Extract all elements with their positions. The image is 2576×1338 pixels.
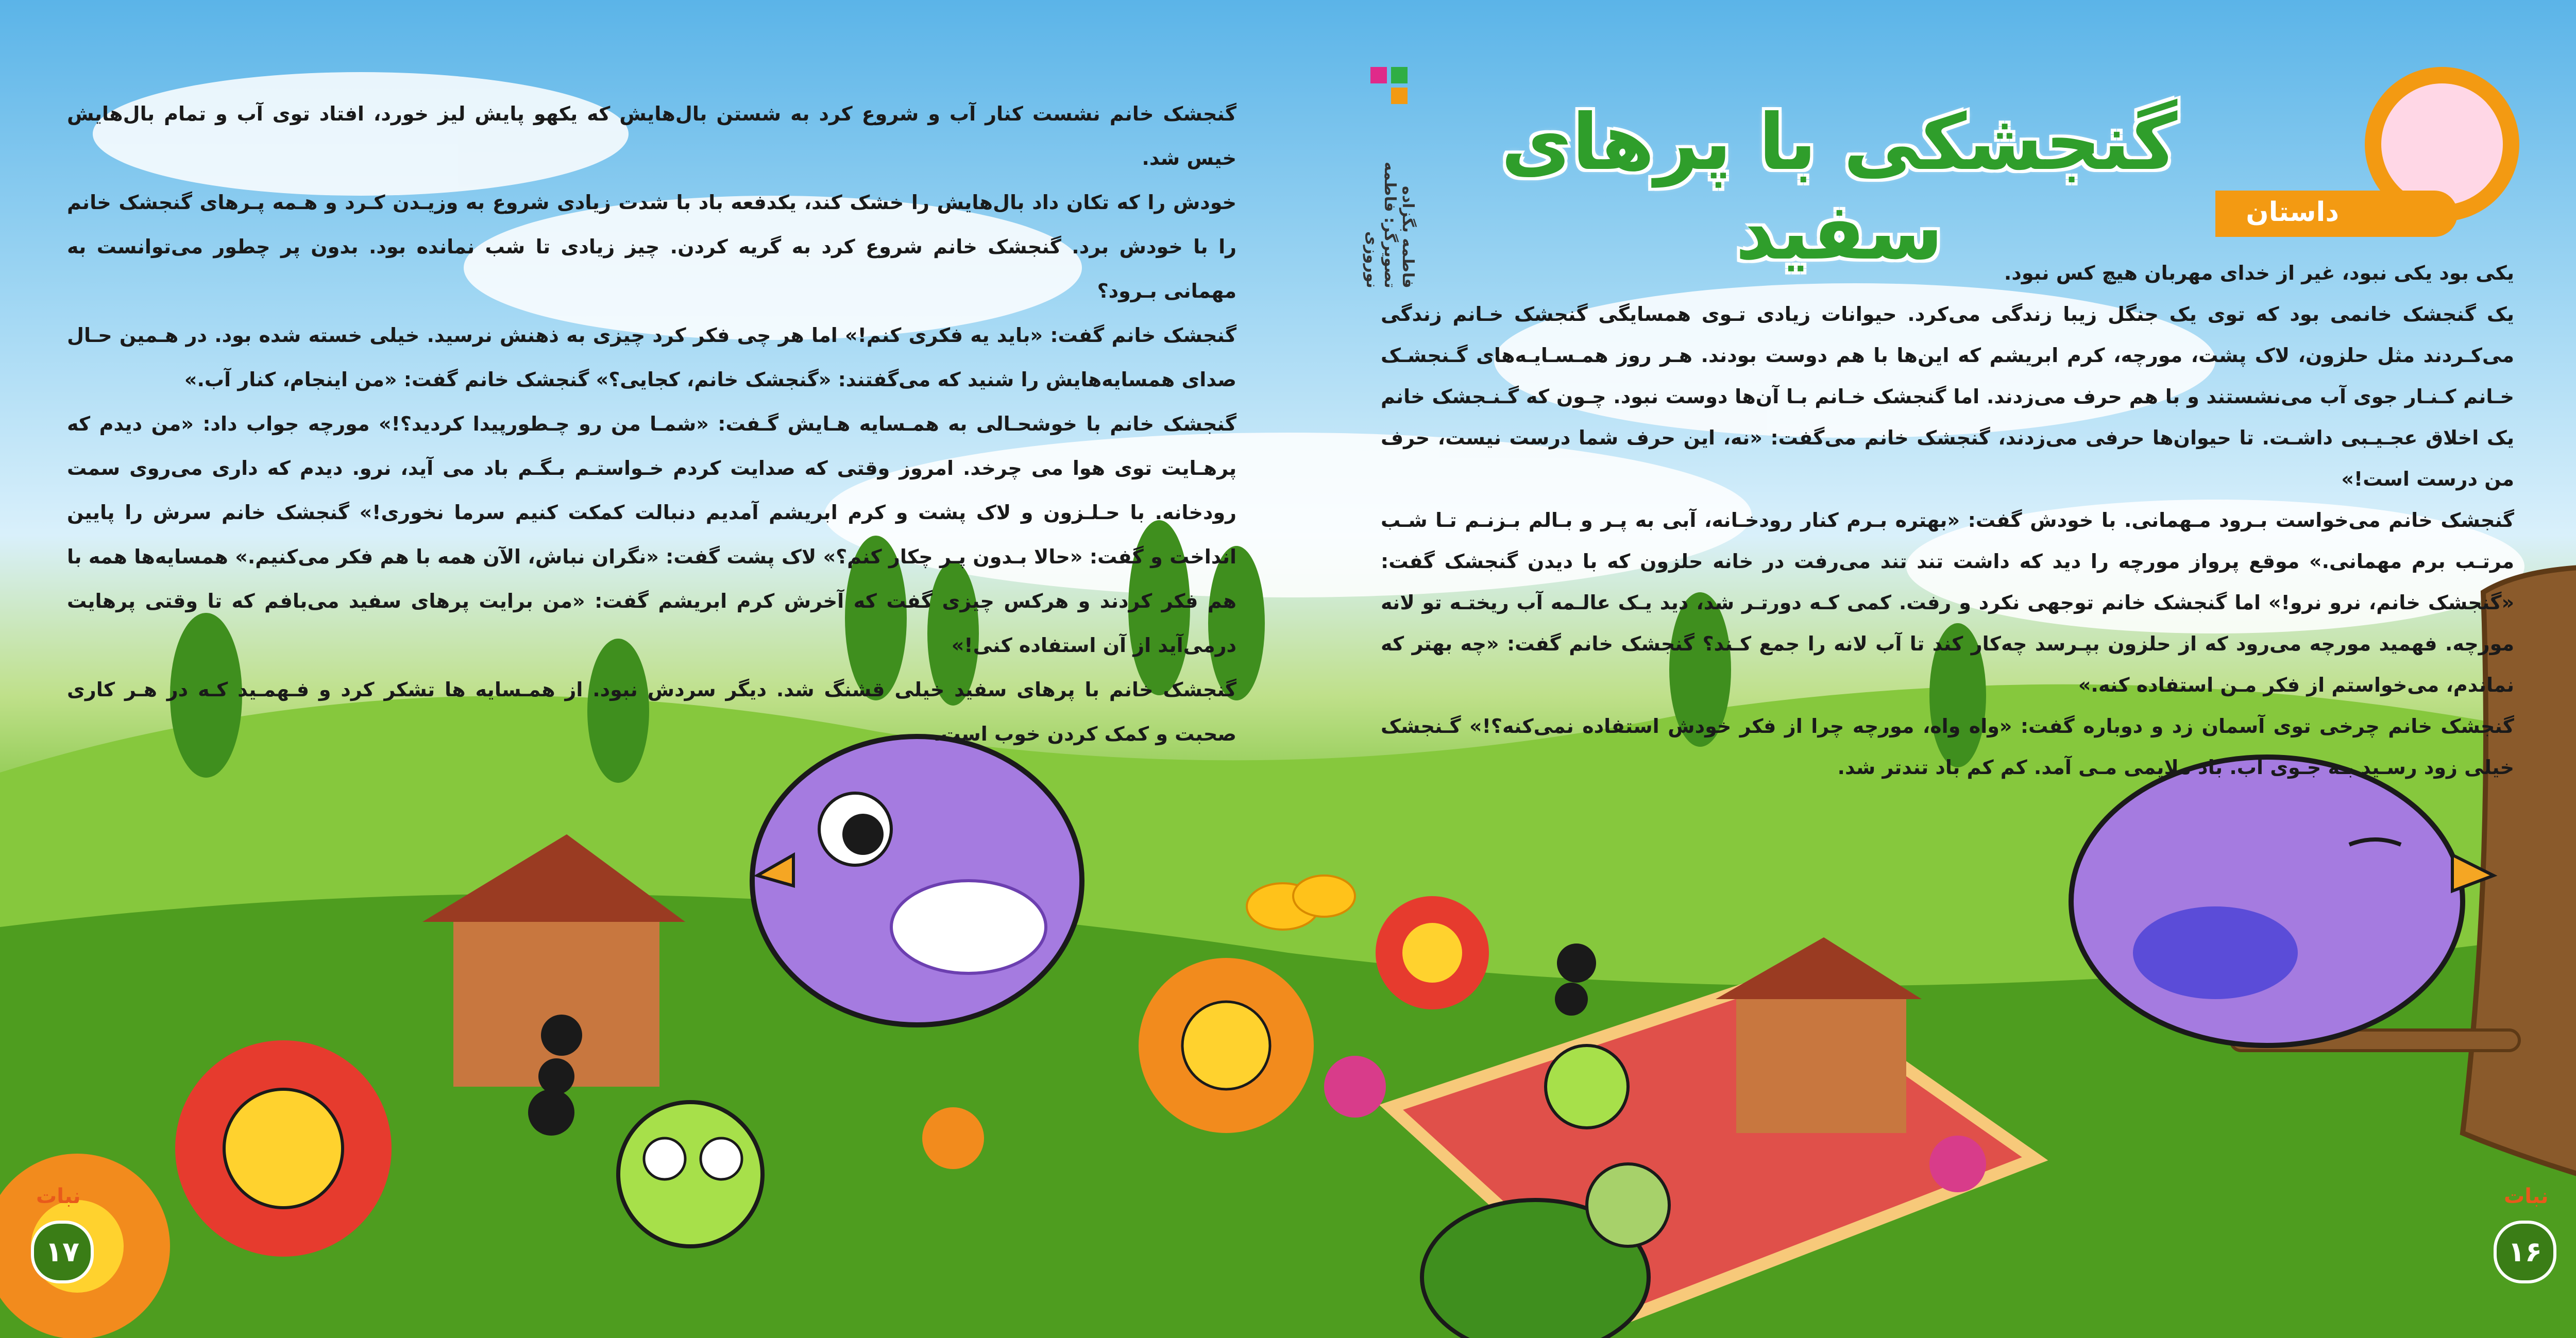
section-label: داستان <box>2246 197 2339 228</box>
story-title: گنجشکی با پرهای سفید <box>1501 98 2178 277</box>
paragraph: گنجشک خانم با پرهای سفید خیلی قشنگ شد. دیگر سردش نبود. از همـسایه ها تشکر کرد و فـهمـید کـه در هـر کاری صحبت و کمک کردن خوب است. <box>67 678 1236 745</box>
author-credit: فاطمه بگزاده <box>1399 186 1417 288</box>
caterpillar <box>618 1102 762 1246</box>
page-number-right: ۱۶ <box>2494 1221 2556 1283</box>
section-badge-inner <box>2381 83 2503 205</box>
page-number-left: ۱۷ <box>31 1221 94 1283</box>
illustrator-credit: تصویرگر: فاطمه نوروزی <box>1363 162 1399 288</box>
left-page-text <box>67 92 1236 756</box>
caterpillar-right <box>1546 1045 1628 1128</box>
paragraph: گنجشک خانم با خوشحـالی به همـسایه هـایش گـفت: «شمـا من رو چـطورپیدا کردید؟!» مورچه جواب داد: «من دیدم که پرهـایت توی هوا می چرخد. امروز وقتی که صدایت کردم خـواستـم بـگـم باد می آید، نرو. دیدم که داری می‌روی سمت رودخانه. با حـلـزون و لاک پشت و کرم ابریشم آمدیم دنبالت کمکت کنیم سرما نخوری!» گنجشک خانم سرش را پایین انداخت و گفت: «حالا بـدون پـر چکار کنم؟» لاک پشت گفت: «نگران نباش، الآن همه با هم فکر می‌کنیم.» همسایه‌ها همه با هم فکر کردند و هرکس چیزی گفت که آخرش کرم ابریشم گفت: «من برایت پرهای سفید می‌بافم که تا وقتی پرهایت درمی‌آید از آن استفاده کنی!» <box>67 413 1236 657</box>
color-squares <box>1370 67 1408 104</box>
right-page-text <box>1381 252 2514 788</box>
paragraph: یک گنجشک خانمی بود که توی یک جنگل زیبا زندگی می‌کرد. حیوانات زیادی تـوی همسایگی گنجشک خـانم زندگی می‌کـردند مثل حلزون، لاک پشت، مورچه، کرم ابریشم که این‌ها با هم دوست بودند. هـر روز همـسـایـه‌های گـنجشـک خـانم کـنـار جوی آب می‌نشستند و با هم حرف می‌زدند. اما گنجشک خـانم بـا آن‌ها دوست نبود. چـون که گـنـجشک خانم یک اخلاق عجـیـبی داشـت. تا حیوان‌ها حرفی می‌زدند، گنجشک خانم می‌گفت: «نه، این حرف شما درست نیست، حرف من درست است!» <box>1381 303 2514 490</box>
paragraph: گنجشک خانم می‌خواست بـرود مـهمانی. با خودش گفت: «بهتره بـرم کنار رودخـانه، آبی به پـر و بـالم بـزنـم تـا شـب مرتـب برم مهمانی.» موقع پرواز مورچه را دید که داشت تند تند می‌رفت در خانه حلزون که با دیدن گنجشک گفت: «گنجشک خانم، نرو نرو!» اما گنجشک خانم توجهی نکرد و رفت. کمی کـه دورتـر شد، دید یـک عالـمه آب ریختـه تو لانه مورچه. فهمید مورچه می‌رود که از حلزون بپـرسد چه‌کار کند تا آب لانه را جمع کـند؟ گنجشک خانم گفت: «چه بهتر که نماندم، می‌خواستم از فکر مـن استفاده کنه.» <box>1381 509 2514 696</box>
section-tab <box>2215 191 2458 237</box>
paragraph: گنجشک خانم نشست کنار آب و شروع کرد به شستن بال‌هایش که یکهو پایش لیز خورد، افتاد توی آب و تمام بال‌هایش خیس شد. <box>67 102 1236 169</box>
purple-bird-left <box>752 736 1082 1025</box>
paragraph: گنجشک خانم چرخی توی آسمان زد و دوباره گفت: «واه واه، مورچه چرا از فکر خودش استفاده نمی‌کنه؟!» گـنجشک خیلی زود رسـید بـه جـوی آب. باد ملایمی مـی آمد. کم کم باد تندتر شد. <box>1381 715 2514 779</box>
paragraph: گنجشک خانم گفت: «باید یه فکری کنم!» اما هر چی فکر کرد چیزی به ذهنش نرسید. خیلی خسته شده بود. در هـمین حـال صدای همسایه‌هایش را شنید که می‌گفتند: «گنجشک خانم، کجایی؟» گنجشک خانم گفت: «من اینجام، کنار آب.» <box>67 324 1236 391</box>
paragraph: یکی بود یکی نبود، غیر از خدای مهربان هیچ کس نبود. <box>2004 262 2514 284</box>
paragraph: خودش را که تکان داد بال‌هایش را خشک کند، یکدفعه باد با شدت زیادی شروع به وزیـدن کـرد و هـمه پـرهای گنجشک خانم را با خودش برد. گنجشک خانم شروع کرد به گریه کردن. چیز زیادی تا شب نمانده بود. بدون پر چطور می‌توانست به مهمانی بـرود؟ <box>67 191 1236 302</box>
magazine-logo-right: نبات <box>2504 1185 2549 1208</box>
magazine-logo-left: نبات <box>36 1185 81 1208</box>
